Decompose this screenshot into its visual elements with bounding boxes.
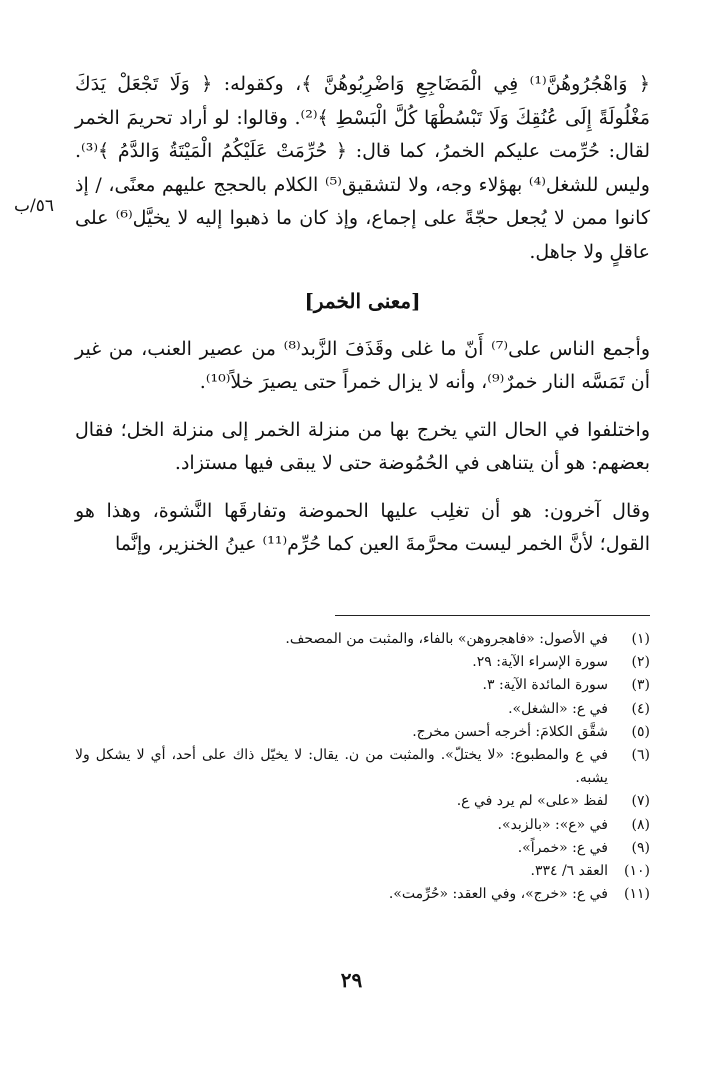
footnote-text: في الأصول: «فاهجروهن» بالفاء، والمثبت من المصحف.	[285, 631, 608, 647]
footnote-item	[75, 837, 650, 860]
page-number: ٢٩	[340, 968, 363, 992]
footnote-text: في ع: «خرج»، وفي العقد: «حُرِّمت».	[388, 886, 608, 903]
footnote-item	[75, 674, 650, 697]
footnote-text: لفظ «على» لم يرد في ع.	[456, 793, 608, 810]
footnote-text: سورة الإسراء الآية: ٢٩.	[472, 654, 608, 671]
footnote-item	[75, 744, 650, 790]
footnote-number: (٦)	[631, 747, 650, 764]
footnote-item	[75, 651, 650, 674]
footnote-number: (١١)	[624, 886, 650, 903]
paragraph-3: واختلفوا في الحال التي يخرج بها من منزلة الخمر إلى منزلة الخل؛ فقال بعضهم: هو أن يتناهى في الحُمُوضة حتى لا يبقى فيها مستزاد.	[75, 418, 650, 474]
footnote-text: في «ع»: «بالزبد».	[497, 816, 608, 833]
footnote-number: (١٠)	[624, 863, 650, 880]
footnote-number: (٢)	[631, 654, 650, 671]
footnote-item	[75, 883, 650, 906]
footnote-number: (٧)	[631, 793, 650, 810]
footnote-item	[75, 698, 650, 721]
footnote-item	[75, 628, 650, 651]
footnote-item	[75, 790, 650, 813]
footnote-number: (٤)	[631, 700, 650, 717]
footnotes	[75, 628, 650, 906]
footnote-number: (٣)	[631, 677, 650, 694]
footnote-number: (٨)	[631, 816, 650, 833]
footnote-text: في ع والمطبوع: «لا يختلّ». والمثبت من ن. يقال: لا يخيّل ذاك على أحد، أي لا يشكل ولا يشبه.	[75, 747, 608, 787]
margin-folio-reference: ٥٦/ب	[14, 196, 54, 216]
footnote-text: شقَّق الكلامَ: أخرجه أحسن مخرج.	[412, 723, 608, 740]
paragraph-2: وأجمع الناس على⁽⁷⁾ أَنّ ما غلى وقَذَفَ الزَّبد⁽⁸⁾ من عصير العنب، من غير أن تَمَسَّه النار خمرٌ⁽⁹⁾، وأنه لا يزال خمراً حتى يصيرَ خلاً⁽¹⁰⁾.	[75, 337, 650, 393]
footnote-item	[75, 860, 650, 883]
footnote-number: (٩)	[631, 839, 650, 856]
footnote-text: في ع: «الشغل».	[508, 700, 608, 717]
paragraph-1: ﴿ وَاهْجُرُوهُنَّ⁽¹⁾ فِي الْمَضَاجِعِ وَاضْرِبُوهُنَّ ﴾، وكقوله: ﴿ وَلَا تَجْعَلْ يَدَكَ مَغْلُولَةً إِلَى عُنُقِكَ وَلَا تَبْسُطْهَا كُلَّ الْبَسْطِ ﴾⁽²⁾. وقالوا: لو أراد تحريمَ الخمر لقال: حُرِّمت عليكم الخمرُ، كما قال: ﴿ حُرِّمَتْ عَلَيْكُمُ الْمَيْتَةُ وَالدَّمُ ﴾⁽³⁾. وليس للشغل⁽⁴⁾ بهؤلاء وجه، ولا لتشقيق⁽⁵⁾ الكلام بالحجج عليهم معنًى، / إذ كانوا ممن لا يُجعل حجّةً على إجماع، وإذ كان ما ذهبوا إليه لا يخيَّل⁽⁶⁾ على عاقلٍ ولا جاهل.	[75, 73, 651, 263]
footnote-item	[75, 814, 650, 837]
footnote-item	[75, 721, 650, 744]
section-heading: [معنى الخمر]	[304, 289, 421, 313]
footnote-number: (١)	[631, 631, 650, 647]
main-text	[75, 68, 650, 562]
footnote-text: العقد ٦/ ٣٣٤.	[530, 863, 608, 880]
footnote-separator	[335, 615, 650, 616]
paragraph-4: وقال آخرون: هو أن تغلِب عليها الحموضة وتفارقَها النَّشوة، وهذا هو القول؛ لأنَّ الخمر ليست محرَّمةَ العين كما حُرِّم⁽¹¹⁾ عينُ الخنزير، وإنَّما	[75, 499, 650, 555]
footnote-number: (٥)	[631, 723, 650, 740]
footnote-text: في ع: «خمراً».	[517, 839, 608, 856]
footnote-text: سورة المائدة الآية: ٣.	[482, 677, 608, 694]
